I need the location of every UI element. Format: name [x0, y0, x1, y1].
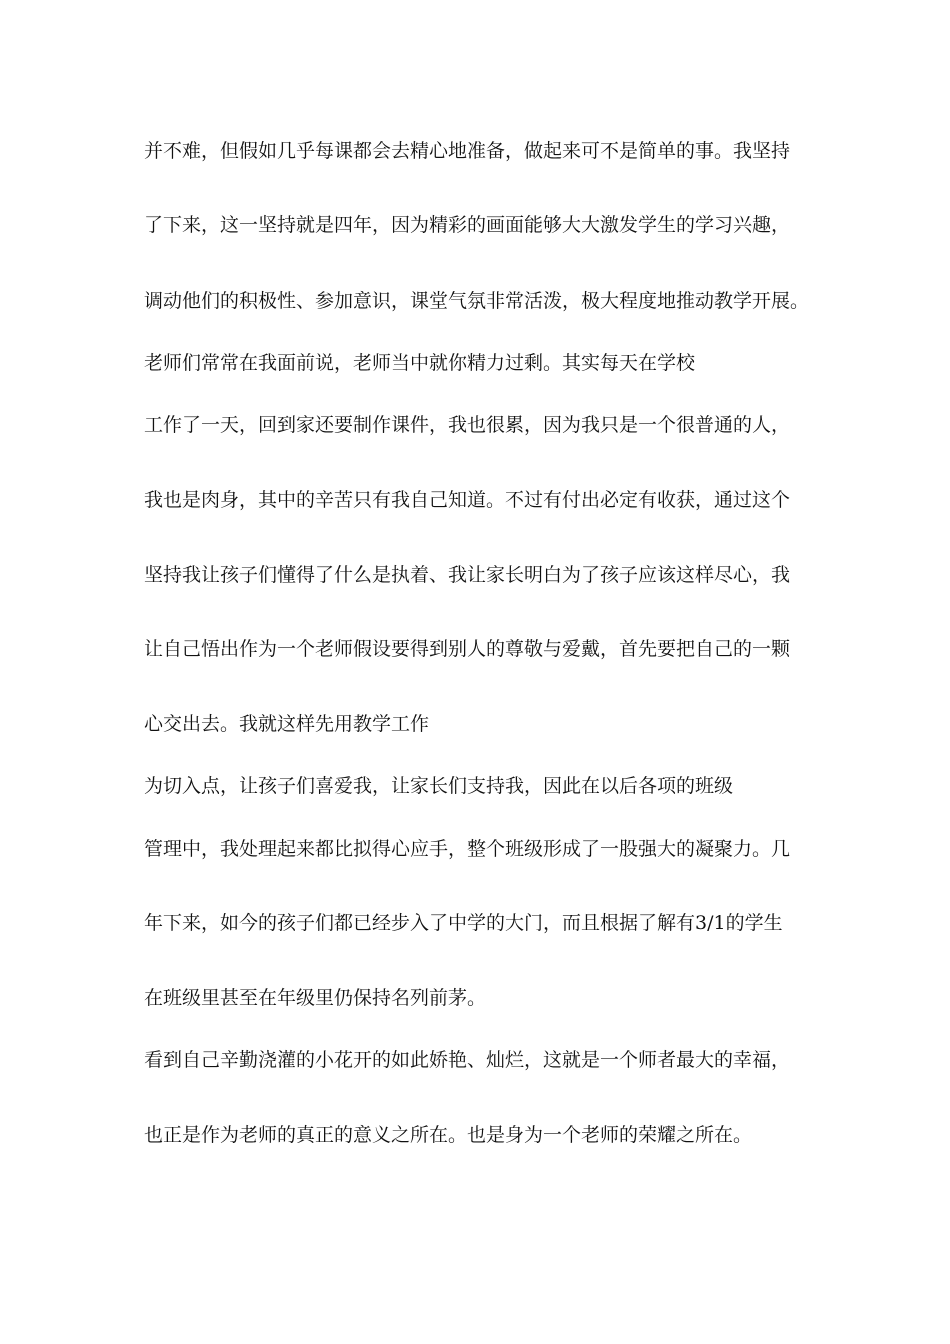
text-line-6: 我也是肉身，其中的辛苦只有我自己知道。不过有付出必定有收获，通过这个 — [144, 489, 791, 511]
text-line-10: 为切入点，让孩子们喜爱我，让家长们支持我，因此在以后各项的班级 — [144, 775, 734, 797]
text-line-11: 管理中，我处理起来都比拟得心应手，整个班级形成了一股强大的凝聚力。几 — [144, 838, 791, 860]
text-line-12-before: 年下来，如今的孩子们都已经步入了中学的大门，而且根据了解有 — [144, 912, 696, 934]
text-line-4: 老师们常常在我面前说，老师当中就你精力过剩。其实每天在学校 — [144, 352, 696, 374]
text-line-13: 在班级里甚至在年级里仍保持名列前茅。 — [144, 987, 487, 1009]
text-line-14: 看到自己辛勤浇灌的小花开的如此娇艳、灿烂，这就是一个师者最大的幸福， — [144, 1049, 791, 1071]
text-line-7: 坚持我让孩子们懂得了什么是执着、我让家长明白为了孩子应该这样尽心，我 — [144, 564, 791, 586]
text-line-3: 调动他们的积极性、参加意识，课堂气氛非常活泼，极大程度地推动教学开展。 — [144, 290, 810, 312]
ratio-value: 3/1 — [695, 912, 726, 934]
text-line-9: 心交出去。我就这样先用教学工作 — [144, 713, 430, 735]
text-line-5: 工作了一天，回到家还要制作课件，我也很累，因为我只是一个很普通的人， — [144, 414, 791, 436]
text-line-12-after: 的学生 — [725, 912, 783, 934]
text-line-15: 也正是作为老师的真正的意义之所在。也是身为一个老师的荣耀之所在。 — [144, 1124, 753, 1146]
text-line-1: 并不难，但假如几乎每课都会去精心地准备，做起来可不是简单的事。我坚持 — [144, 140, 791, 162]
text-line-8: 让自己悟出作为一个老师假设要得到别人的尊敬与爱戴，首先要把自己的一颗 — [144, 638, 791, 660]
text-line-2: 了下来，这一坚持就是四年，因为精彩的画面能够大大激发学生的学习兴趣， — [144, 214, 791, 236]
text-line-12 — [144, 910, 783, 936]
